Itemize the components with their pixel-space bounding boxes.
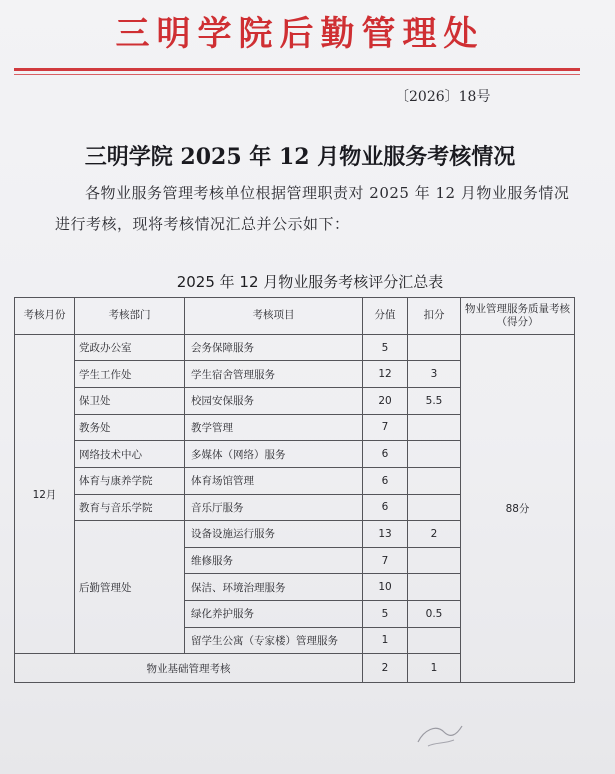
department-cell: 教育与音乐学院 <box>75 494 185 521</box>
score-cell: 5 <box>363 334 408 361</box>
item-cell: 学生宿舍管理服务 <box>185 361 363 388</box>
score-cell: 10 <box>363 574 408 601</box>
score-cell: 20 <box>363 388 408 415</box>
deduction-cell <box>408 574 461 601</box>
document-number: 〔2026〕18号 <box>395 89 491 105</box>
department-cell: 后勤管理处 <box>75 521 185 654</box>
item-cell: 维修服务 <box>185 547 363 574</box>
table-row <box>15 334 575 361</box>
table-header-row <box>15 298 575 335</box>
score-cell: 7 <box>363 414 408 441</box>
deduction-cell: 5.5 <box>408 388 461 415</box>
department-cell: 体育与康养学院 <box>75 467 185 494</box>
department-cell: 党政办公室 <box>75 334 185 361</box>
score-cell: 6 <box>363 441 408 468</box>
department-cell: 教务处 <box>75 414 185 441</box>
item-cell: 校园安保服务 <box>185 388 363 415</box>
table-title: 2025 年 12 月物业服务考核评分汇总表 <box>176 273 444 291</box>
document-title: 三明学院 2025 年 12 月物业服务考核情况 <box>84 144 516 170</box>
department-cell: 网络技术中心 <box>75 441 185 468</box>
department-cell: 保卫处 <box>75 388 185 415</box>
score-cell: 13 <box>363 521 408 548</box>
item-cell: 教学管理 <box>185 414 363 441</box>
score-cell: 6 <box>363 494 408 521</box>
item-cell: 体育场馆管理 <box>185 467 363 494</box>
item-cell: 多媒体（网络）服务 <box>185 441 363 468</box>
item-cell: 留学生公寓（专家楼）管理服务 <box>185 627 363 654</box>
header-department: 考核部门 <box>75 298 185 335</box>
header-item: 考核项目 <box>185 298 363 335</box>
header-deduction: 扣分 <box>408 298 461 335</box>
deduction-cell <box>408 627 461 654</box>
summary-table <box>14 297 575 683</box>
item-cell: 会务保障服务 <box>185 334 363 361</box>
score-cell: 6 <box>363 467 408 494</box>
letterhead-title: 三明学院后勤管理处 <box>115 14 485 54</box>
base-management-label: 物业基础管理考核 <box>15 654 363 683</box>
deduction-cell <box>408 414 461 441</box>
department-cell: 学生工作处 <box>75 361 185 388</box>
deduction-cell <box>408 547 461 574</box>
deduction-cell <box>408 441 461 468</box>
deduction-cell <box>408 494 461 521</box>
intro-paragraph: 各物业服务管理考核单位根据管理职责对 2025 年 12 月物业服务情况进行考核，现将考核情况汇总并公示如下： <box>55 184 570 233</box>
month-cell: 12月 <box>15 334 75 653</box>
deduction-cell <box>408 334 461 361</box>
signature-mark <box>410 712 470 752</box>
header-month: 考核月份 <box>15 298 75 335</box>
letterhead-red-rule <box>14 68 580 71</box>
quality-score-cell: 88分 <box>461 334 575 682</box>
item-cell: 绿化养护服务 <box>185 600 363 627</box>
letterhead-red-rule-thin <box>14 74 580 75</box>
deduction-cell: 1 <box>408 654 461 683</box>
header-score: 分值 <box>363 298 408 335</box>
score-cell: 5 <box>363 600 408 627</box>
score-cell: 12 <box>363 361 408 388</box>
header-quality-score: 物业管理服务质量考核（得分） <box>461 298 575 335</box>
deduction-cell <box>408 467 461 494</box>
deduction-cell: 2 <box>408 521 461 548</box>
item-cell: 保洁、环境治理服务 <box>185 574 363 601</box>
score-cell: 1 <box>363 627 408 654</box>
deduction-cell: 0.5 <box>408 600 461 627</box>
deduction-cell: 3 <box>408 361 461 388</box>
item-cell: 音乐厅服务 <box>185 494 363 521</box>
item-cell: 设备设施运行服务 <box>185 521 363 548</box>
score-cell: 7 <box>363 547 408 574</box>
score-cell: 2 <box>363 654 408 683</box>
